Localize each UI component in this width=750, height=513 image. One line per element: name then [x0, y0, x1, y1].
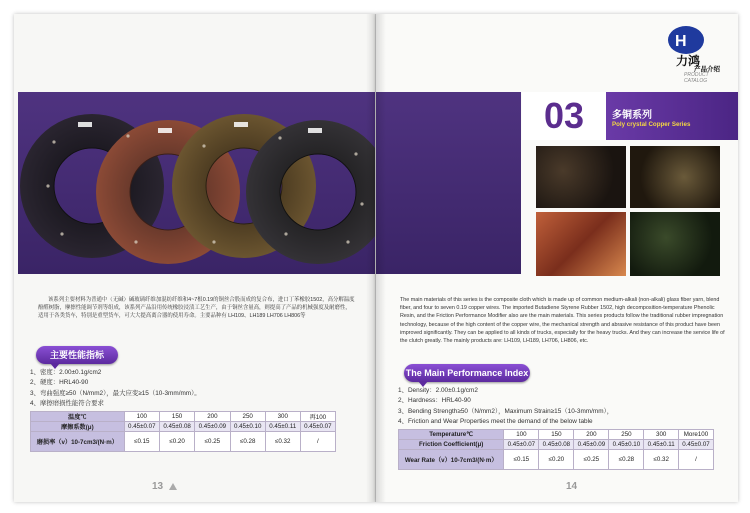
friction-label: 摩擦系数(μ)	[31, 422, 125, 432]
temp-cell: More100	[678, 430, 713, 440]
wear-cell: /	[300, 432, 335, 452]
table-header-row	[399, 430, 714, 440]
performance-heading-cn: 主要性能指标	[36, 346, 118, 364]
catalog-logo	[660, 24, 732, 84]
temp-cell: 100	[124, 412, 159, 422]
temp-cell: 100	[504, 430, 539, 440]
friction-cell: 0.45±0.10	[609, 440, 644, 450]
friction-cell: 0.45±0.10	[230, 422, 265, 432]
material-photo-4	[630, 212, 720, 276]
table-row	[31, 422, 336, 432]
temp-cell: 250	[609, 430, 644, 440]
product-description-cn: 该系列主要材料为普通中（无碱）碱玻璃纤维加混纺纤维和4~7根0.19的铜丝合股而成的复合布，进口丁苯橡胶1502，高分解温度酚醛树脂，摩擦性能调节剂等组成，该系列产品沿用传统橡胶浸渍工艺生产，由于铜丝含量高，则提高了产品的机械强度及耐磨性，适用于各类货车，特别是重型货车，可大大提高离合器的使用寿命。主要品种有 LH109、LH189 LH706 LH806等	[38, 297, 355, 320]
table-row	[399, 450, 714, 470]
temp-cell: 150	[539, 430, 574, 440]
spec-density: 1、Density：2.00±0.1g/cm2	[398, 387, 478, 394]
series-title-cn: 多铜系列	[612, 110, 652, 121]
temp-cell: 250	[230, 412, 265, 422]
product-description-en: The main materials of this series is the composite cloth which is made up of common medium-alkali (non-alkali) glass fiber yarn, blend fiber, and four to seven 0.19 copper wires. The imported Butadiene Styrene Rubber 1502, high decomposition-temperature Phenolic Resin, and the Friction Performance Modifier also are the main materials. This series products follow the traditional rubber impregnation technology, because of the high content of the copper wire, the mechanical strength and abrasive resistance of this product have been improved significantly. They can be applied to all kinds of trucks, especially for the heavy trucks. And they can increase the service life of the clutch greatly. The mainly products are: LH109, LH189, LH706, LH806, etc.	[400, 297, 725, 345]
wear-cell: ≤0.28	[230, 432, 265, 452]
friction-label: Friction Coefficient(μ)	[399, 440, 504, 450]
friction-cell: 0.45±0.08	[159, 422, 194, 432]
page-number-text: 14	[566, 481, 578, 492]
temp-cell: 200	[195, 412, 230, 422]
left-page	[14, 14, 376, 502]
material-photo-3	[536, 212, 626, 276]
wear-label: 磨损率（v）10-7cm3/(N·m）	[31, 432, 125, 452]
friction-cell: 0.45±0.07	[300, 422, 335, 432]
svg-text:H: H	[675, 33, 687, 50]
spec-bending: 3、弯曲强度≥50（N/mm2），最大应变≥15（10-3mm/mm）。	[30, 389, 201, 397]
spec-density: 1、密度：2.00±0.1g/cm2	[30, 369, 102, 376]
wear-cell: ≤0.20	[539, 450, 574, 470]
temp-cell: 200	[574, 430, 609, 440]
friction-cell: 0.45±0.07	[124, 422, 159, 432]
page-number-right	[566, 481, 577, 492]
friction-cell: 0.45±0.07	[678, 440, 713, 450]
wear-cell: ≤0.32	[644, 450, 679, 470]
friction-cell: 0.45±0.07	[504, 440, 539, 450]
series-title-box	[606, 92, 738, 140]
catalog-sub: 产品介绍	[694, 66, 720, 73]
wear-cell: ≤0.25	[574, 450, 609, 470]
wear-cell: /	[678, 450, 713, 470]
page-number-left	[152, 481, 177, 492]
temp-cell: 再100	[300, 412, 335, 422]
performance-table-cn	[30, 411, 336, 452]
header-label: Temperature℃	[399, 430, 504, 440]
wear-cell: ≤0.28	[609, 450, 644, 470]
series-title-en: Poly crystal Copper Series	[612, 121, 691, 128]
friction-cell: 0.45±0.08	[539, 440, 574, 450]
catalog-en: PRODUCT CATALOG	[684, 72, 709, 84]
wear-cell: ≤0.15	[124, 432, 159, 452]
right-page	[376, 14, 738, 502]
temp-cell: 300	[644, 430, 679, 440]
friction-cell: 0.45±0.09	[574, 440, 609, 450]
friction-cell: 0.45±0.11	[644, 440, 679, 450]
page-number-text: 13	[152, 481, 164, 492]
wear-label: Wear Rate（v）10-7cm3/(N·m）	[399, 450, 504, 470]
header-label: 温度℃	[31, 412, 125, 422]
purple-banner-right	[376, 92, 521, 274]
spec-friction: 4、Friction and Wear Properties meet the demand of the below table	[398, 418, 593, 426]
performance-table-en	[398, 429, 714, 470]
table-row	[31, 432, 336, 452]
page-gutter	[366, 14, 386, 502]
triangle-icon	[169, 483, 177, 490]
wear-cell: ≤0.32	[265, 432, 300, 452]
temp-cell: 150	[159, 412, 194, 422]
friction-discs-photo	[18, 92, 376, 274]
wear-cell: ≤0.20	[159, 432, 194, 452]
spec-list-cn	[30, 368, 330, 410]
section-number: 03	[522, 92, 606, 140]
spec-bending: 3、Bending Strength≥50（N/mm2），Maximum Strain≥15（10-3mm/mm），	[398, 407, 614, 415]
spec-friction: 4、摩擦磨损性能符合要求	[30, 400, 104, 408]
friction-cell: 0.45±0.11	[265, 422, 300, 432]
table-header-row	[31, 412, 336, 422]
catalog-cn: 力鸿	[676, 54, 701, 68]
material-photo-1	[536, 146, 626, 208]
spec-list-en	[398, 386, 718, 428]
table-row	[399, 440, 714, 450]
friction-cell: 0.45±0.09	[195, 422, 230, 432]
performance-heading-en: The Main Performance Index	[404, 364, 530, 382]
spec-hardness: 2、Hardness：HRL40-90	[398, 397, 471, 405]
wear-cell: ≤0.15	[504, 450, 539, 470]
wear-cell: ≤0.25	[195, 432, 230, 452]
material-photo-2	[630, 146, 720, 208]
spec-hardness: 2、硬度：HRL40-90	[30, 379, 89, 387]
temp-cell: 300	[265, 412, 300, 422]
